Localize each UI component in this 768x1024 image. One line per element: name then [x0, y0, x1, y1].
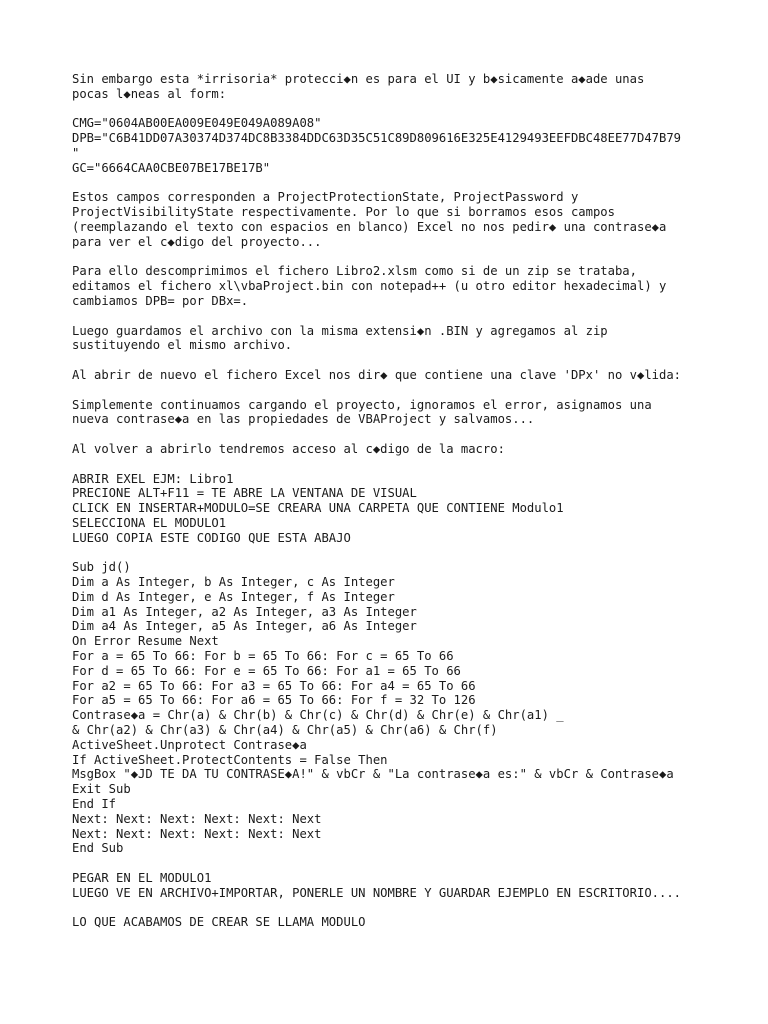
paragraph — [72, 871, 762, 901]
paragraph-spacer — [72, 353, 762, 368]
paragraph — [72, 442, 762, 457]
text-line: Al abrir de nuevo el fichero Excel nos dir◆ que contiene una clave 'DPx' no v◆lida: — [72, 367, 682, 382]
text-line: MsgBox "◆JD TE DA TU CONTRASE◆A!" & vbCr & "La contrase◆a es:" & vbCr & Contrase◆a — [72, 767, 674, 782]
paragraph — [72, 324, 762, 354]
text-line: editamos el fichero xl\vbaProject.bin con notepad++ (u otro editor hexadecimal) y — [72, 279, 667, 294]
text-line: PRECIONE ALT+F11 = TE ABRE LA VENTANA DE VISUAL — [72, 486, 417, 501]
text-line: PEGAR EN EL MODULO1 — [72, 871, 212, 886]
text-line: & Chr(a2) & Chr(a3) & Chr(a4) & Chr(a5) & Chr(a6) & Chr(f) — [72, 723, 498, 738]
text-line: Contrase◆a = Chr(a) & Chr(b) & Chr(c) & Chr(d) & Chr(e) & Chr(a1) _ — [72, 708, 564, 723]
paragraph-spacer — [72, 457, 762, 472]
text-line: LUEGO VE EN ARCHIVO+IMPORTAR, PONERLE UN NOMBRE Y GUARDAR EJEMPLO EN ESCRITORIO.... — [72, 885, 682, 900]
text-line: ProjectVisibilityState respectivamente. Por lo que si borramos esos campos — [72, 205, 615, 220]
paragraph-spacer — [72, 546, 762, 561]
text-line: Sin embargo esta *irrisoria* protecci◆n es para el UI y b◆sicamente a◆ade unas — [72, 72, 645, 86]
paragraph-spacer — [72, 176, 762, 191]
text-line: SELECCIONA EL MODULO1 — [72, 515, 227, 530]
text-line: sustituyendo el mismo archivo. — [72, 338, 293, 353]
text-line: LUEGO COPIA ESTE CODIGO QUE ESTA ABAJO — [72, 530, 351, 545]
paragraph — [72, 116, 762, 175]
paragraph — [72, 368, 762, 383]
text-line: LO QUE ACABAMOS DE CREAR SE LLAMA MODULO — [72, 915, 366, 930]
paragraph — [72, 72, 762, 102]
text-line: For a2 = 65 To 66: For a3 = 65 To 66: For a4 = 65 To 66 — [72, 678, 476, 693]
text-line: Dim a4 As Integer, a5 As Integer, a6 As Integer — [72, 619, 417, 634]
paragraph — [72, 190, 762, 249]
text-line: Dim a1 As Integer, a2 As Integer, a3 As Integer — [72, 604, 417, 619]
text-line: Al volver a abrirlo tendremos acceso al c◆digo de la macro: — [72, 441, 505, 456]
text-line: cambiamos DPB= por DBx=. — [72, 293, 249, 308]
text-line: On Error Resume Next — [72, 634, 219, 649]
text-line: Dim a As Integer, b As Integer, c As Integer — [72, 575, 395, 590]
text-line: CLICK EN INSERTAR+MODULO=SE CREARA UNA CARPETA QUE CONTIENE Modulo1 — [72, 501, 564, 516]
text-line: ActiveSheet.Unprotect Contrase◆a — [72, 737, 307, 752]
text-line: para ver el c◆digo del proyecto... — [72, 234, 322, 249]
paragraph — [72, 560, 762, 856]
text-line: Next: Next: Next: Next: Next: Next — [72, 826, 322, 841]
paragraph — [72, 264, 762, 308]
text-line: Luego guardamos el archivo con la misma extensi◆n .BIN y agregamos al zip — [72, 323, 608, 338]
text-line: pocas l◆neas al form: — [72, 86, 227, 101]
text-line: If ActiveSheet.ProtectContents = False Then — [72, 752, 388, 767]
paragraph — [72, 915, 762, 930]
text-line: Exit Sub — [72, 782, 131, 797]
text-line: nueva contrase◆a en las propiedades de VBAProject y salvamos... — [72, 412, 535, 427]
text-line: Simplemente continuamos cargando el proyecto, ignoramos el error, asignamos una — [72, 397, 652, 412]
paragraph-spacer — [72, 427, 762, 442]
text-line: Next: Next: Next: Next: Next: Next — [72, 811, 322, 826]
text-line: End Sub — [72, 841, 124, 856]
text-line: DPB="C6B41DD07A30374D374DC8B3384DDC63D35C51C89D809616E325E4129493EEFDBC48EE77D47B79 — [72, 131, 682, 146]
text-line: End If — [72, 797, 117, 812]
text-line: ABRIR EXEL EJM: Libro1 — [72, 471, 234, 486]
document-page — [72, 72, 762, 930]
text-line: (reemplazando el texto con espacios en blanco) Excel no nos pedir◆ una contrase◆a — [72, 219, 667, 234]
text-line: GC="6664CAA0CBE07BE17BE17B" — [72, 160, 271, 175]
text-line: For d = 65 To 66: For e = 65 To 66: For a1 = 65 To 66 — [72, 663, 461, 678]
text-line: For a = 65 To 66: For b = 65 To 66: For c = 65 To 66 — [72, 649, 454, 664]
text-line: Sub jd() — [72, 560, 131, 575]
text-line: " — [72, 145, 80, 160]
text-line: Dim d As Integer, e As Integer, f As Integer — [72, 589, 395, 604]
text-line: Para ello descomprimimos el fichero Libro2.xlsm como si de un zip se trataba, — [72, 264, 637, 279]
paragraph-spacer — [72, 102, 762, 117]
paragraph-spacer — [72, 856, 762, 871]
text-line: Estos campos corresponden a ProjectProtectionState, ProjectPassword y — [72, 190, 579, 205]
text-line: For a5 = 65 To 66: For a6 = 65 To 66: For f = 32 To 126 — [72, 693, 476, 708]
text-line: CMG="0604AB00EA009E049E049A089A08" — [72, 116, 322, 131]
paragraph-spacer — [72, 383, 762, 398]
paragraph-spacer — [72, 901, 762, 916]
paragraph-spacer — [72, 309, 762, 324]
paragraph — [72, 398, 762, 428]
paragraph — [72, 472, 762, 546]
paragraph-spacer — [72, 250, 762, 265]
